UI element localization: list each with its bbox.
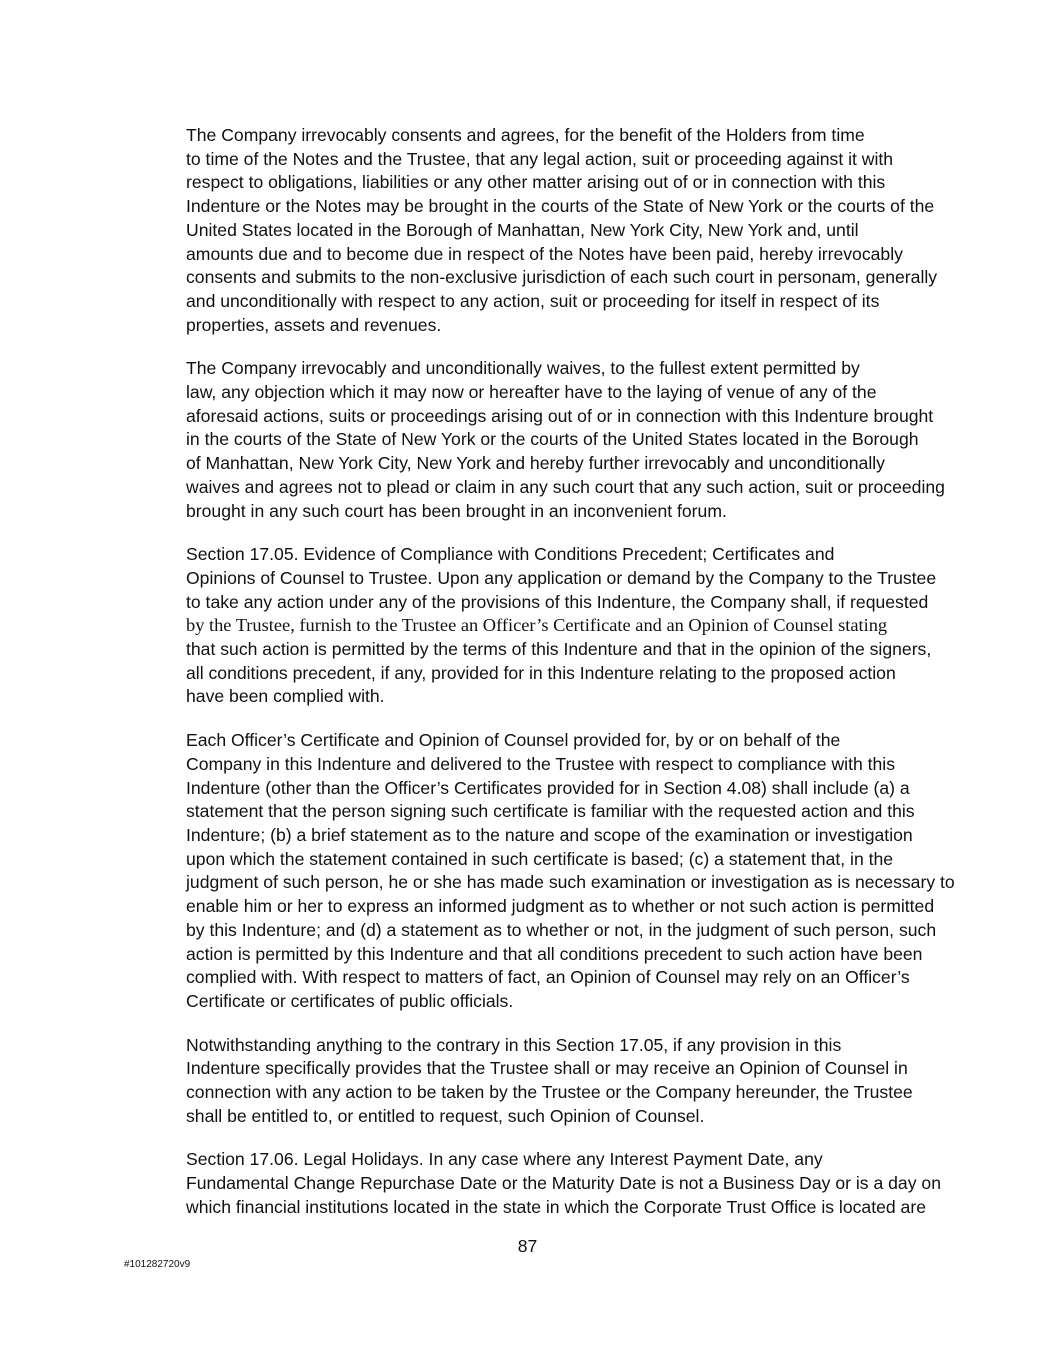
text-line: Indenture specifically provides that the Trustee shall or may receive an Opinion of Counsel in [186,1058,908,1079]
text-line: Notwithstanding anything to the contrary in this Section 17.05, if any provision in this [186,1034,842,1055]
document-id: #101282720v9 [124,1259,191,1270]
text-line: respect to obligations, liabilities or any other matter arising out of or in connection with this [186,172,886,193]
text-line: connection with any action to be taken by the Trustee or the Company hereunder, the Trustee [186,1082,913,1103]
text-line: United States located in the Borough of Manhattan, New York City, New York and, until [186,219,859,240]
text-line: shall be entitled to, or entitled to request, such Opinion of Counsel. [186,1105,705,1126]
text-line: aforesaid actions, suits or proceedings arising out of or in connection with this Indenture brought [186,405,934,426]
text-line: amounts due and to become due in respect of the Notes have been paid, hereby irrevocably [186,243,903,264]
text-line: action is permitted by this Indenture and that all conditions precedent to such action have been [186,943,923,964]
text-line: have been complied with. [186,686,385,707]
body-text [124,124,955,1240]
text-line: Fundamental Change Repurchase Date or the Maturity Date is not a Business Day or is a day on [186,1173,941,1194]
text-line: consents and submits to the non-exclusive jurisdiction of each such court in personam, generally [186,267,938,288]
text-line: by this Indenture; and (d) a statement as to whether or not, in the judgment of such person, such [186,919,937,940]
text-line: Certificate or certificates of public officials. [186,990,514,1011]
text-line: to time of the Notes and the Trustee, that any legal action, suit or proceeding against it with [186,148,894,169]
section-heading-line: Section 17.05. Evidence of Compliance with Conditions Precedent; Certificates and [186,544,835,565]
text-line: law, any objection which it may now or hereafter have to the laying of venue of any of the [186,382,877,403]
text-line: complied with. With respect to matters of fact, an Opinion of Counsel may rely on an Officer’s [186,967,910,988]
text-line: The Company irrevocably and unconditionally waives, to the fullest extent permitted by [186,358,860,379]
text-line: which financial institutions located in the state in which the Corporate Trust Office is located are [186,1196,926,1217]
paragraph-notwithstanding [124,1034,932,1129]
paragraph-jurisdiction-consent [124,124,938,337]
text-line: Indenture (other than the Officer’s Certificates provided for in Section 4.08) shall include (a) a [186,777,910,798]
text-line: Indenture; (b) a brief statement as to the nature and scope of the examination or investigation [186,824,913,845]
text-line: brought in any such court has been brought in an inconvenient forum. [186,500,727,521]
section-heading-line: Section 17.06. Legal Holidays. In any case where any Interest Payment Date, any [186,1149,823,1170]
paragraph-section-17-06 [124,1148,941,1219]
text-line: in the courts of the State of New York or the courts of the United States located in the Borough [186,429,919,450]
text-line: Opinions of Counsel to Trustee. Upon any application or demand by the Company to the Trustee [186,567,937,588]
text-line: Indenture or the Notes may be brought in the courts of the State of New York or the courts of the [186,196,935,217]
paragraph-section-17-05 [124,543,937,709]
paragraph-venue-waiver [124,357,945,523]
text-line: judgment of such person, he or she has made such examination or investigation as is necessary to [186,872,955,893]
text-line: and unconditionally with respect to any action, suit or proceeding for itself in respect of its [186,290,880,311]
paragraph-officers-certificate [124,729,955,1013]
text-line: upon which the statement contained in such certificate is based; (c) a statement that, in the [186,848,894,869]
text-line: of Manhattan, New York City, New York and hereby further irrevocably and unconditionally [186,453,885,474]
text-line: all conditions precedent, if any, provided for in this Indenture relating to the proposed action [186,662,896,683]
text-line: statement that the person signing such certificate is familiar with the requested action and this [186,801,915,822]
text-line: enable him or her to express an informed judgment as to whether or not such action is permitted [186,896,935,917]
page-number: 87 [517,1236,538,1256]
text-line: by the Trustee, furnish to the Trustee an Officer’s Certificate and an Opinion of Counsel stating [186,615,888,636]
text-line: Company in this Indenture and delivered to the Trustee with respect to compliance with this [186,753,896,774]
text-line: to take any action under any of the provisions of this Indenture, the Company shall, if requested [186,591,929,612]
text-line: that such action is permitted by the terms of this Indenture and that in the opinion of the signers, [186,639,932,660]
text-line: Each Officer’s Certificate and Opinion of Counsel provided for, by or on behalf of the [186,730,841,751]
text-line: properties, assets and revenues. [186,314,442,335]
text-line: The Company irrevocably consents and agrees, for the benefit of the Holders from time [186,125,865,145]
text-line: waives and agrees not to plead or claim in any such court that any such action, suit or proceeding [186,476,945,497]
